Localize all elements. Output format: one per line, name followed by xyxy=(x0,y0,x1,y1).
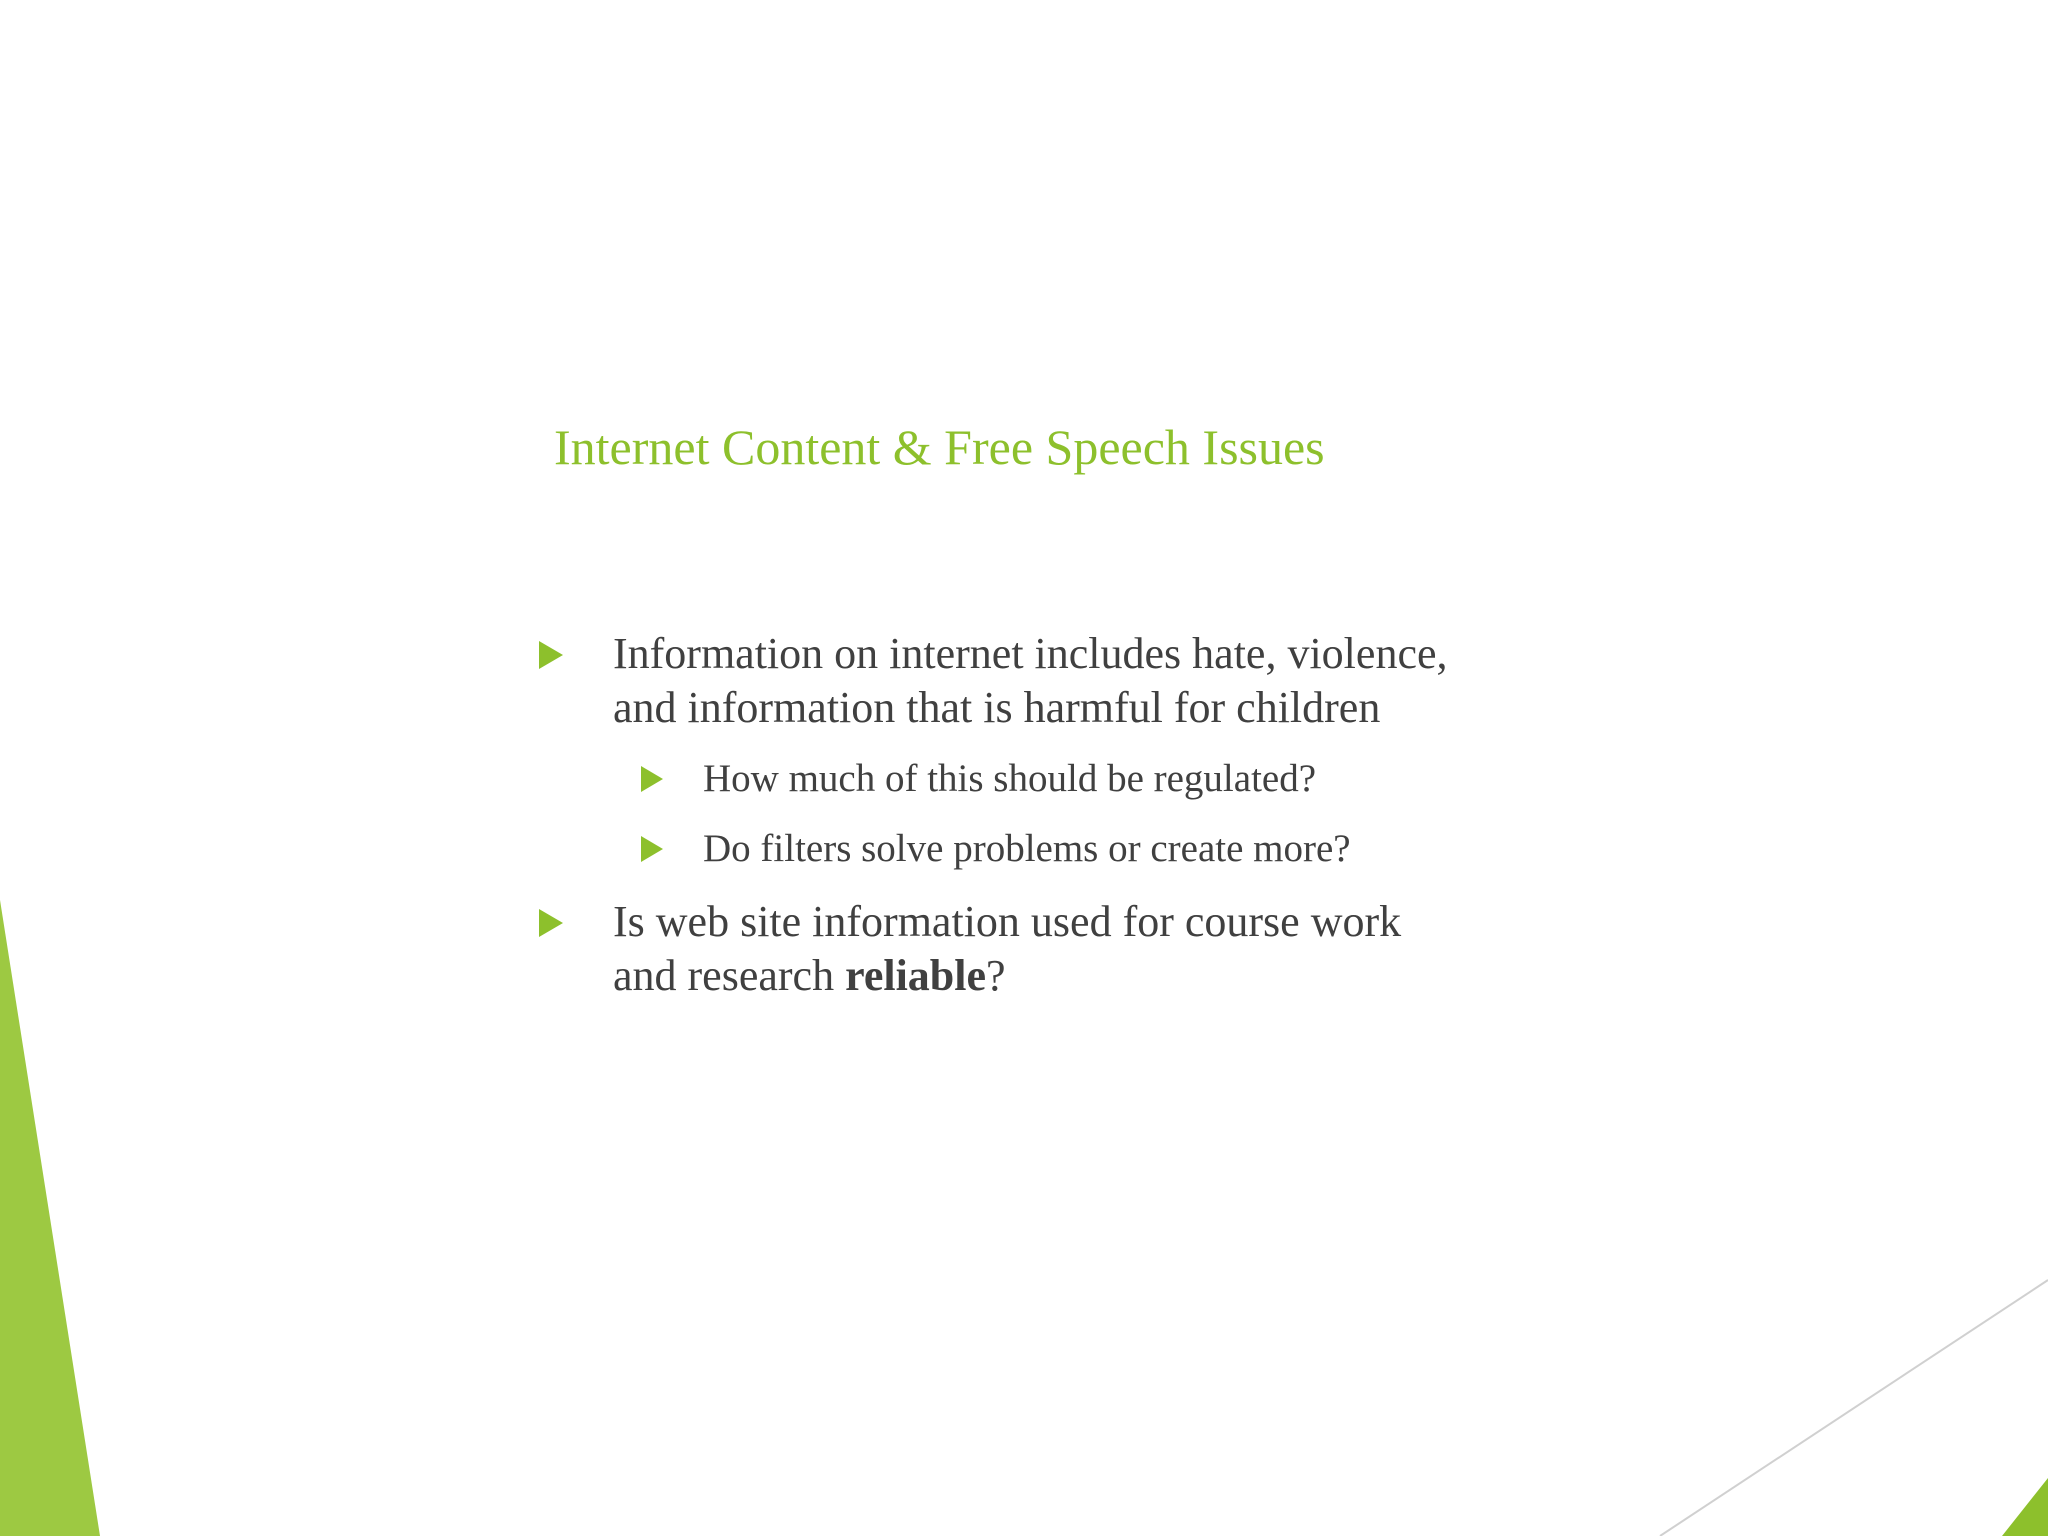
triangle-bullet-icon xyxy=(539,909,563,937)
bullet-text-line-mixed xyxy=(613,949,1543,1003)
bullet-text-line: How much of this should be regulated? xyxy=(703,757,1317,800)
bullet-text-line: Information on internet includes hate, violence, xyxy=(613,629,1448,678)
bullet-item-internet-content xyxy=(613,627,1543,735)
bottom-right-thin-line xyxy=(1660,1280,2048,1536)
left-green-wedge xyxy=(0,900,100,1536)
bullet-text-suffix: ? xyxy=(986,951,1006,1000)
triangle-bullet-icon xyxy=(539,641,563,669)
bullet-text-prefix: and research xyxy=(613,951,846,1000)
bullet-text-line: and information that is harmful for children xyxy=(613,683,1381,732)
bullet-item-reliability xyxy=(613,895,1543,1003)
sub-bullet-filters xyxy=(703,824,1503,874)
sub-bullet-regulation xyxy=(703,754,1503,804)
bold-emphasis-reliable: reliable xyxy=(845,951,987,1000)
slide-title: Internet Content & Free Speech Issues xyxy=(554,419,1325,475)
triangle-bullet-icon xyxy=(641,766,663,792)
bottom-right-green-wedge xyxy=(2002,1478,2048,1536)
bullet-text-line: Do filters solve problems or create more? xyxy=(703,827,1351,870)
bullet-text-line: Is web site information used for course work xyxy=(613,897,1402,946)
triangle-bullet-icon xyxy=(641,836,663,862)
